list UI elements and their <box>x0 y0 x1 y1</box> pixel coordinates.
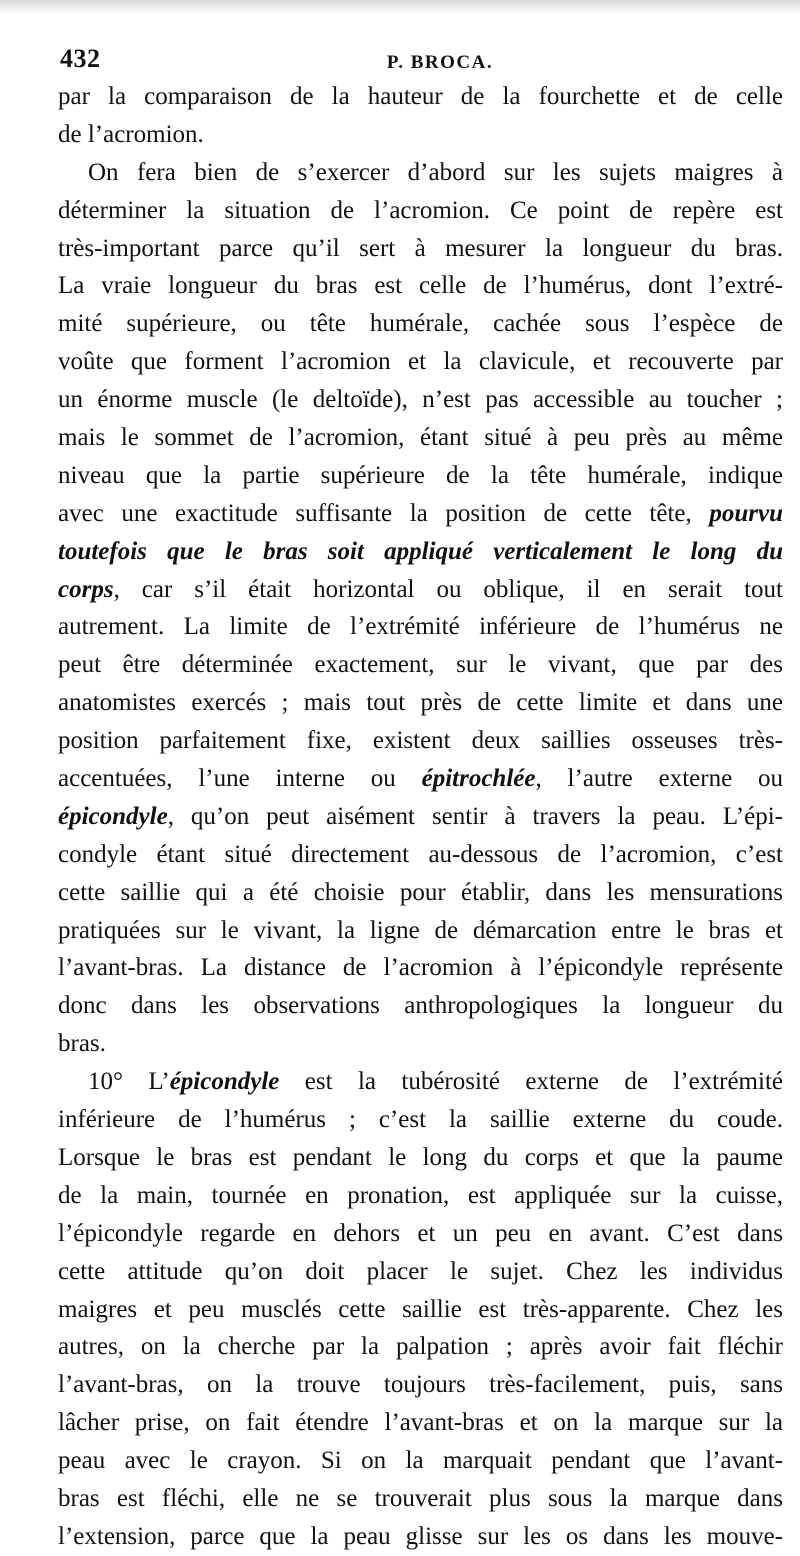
text-line <box>58 949 783 987</box>
text-line <box>58 305 783 343</box>
text-run: l’extension, parce que la peau glisse sur les os dans les mouve- <box>58 1522 783 1550</box>
running-head: P. BROCA. <box>386 52 494 73</box>
text-line <box>58 684 783 722</box>
text-run: avec une exactitude suffisante la position de cette tête, <box>58 499 710 527</box>
text-run: un énorme muscle (le deltoïde), n’est pas accessible au toucher ; <box>58 386 783 414</box>
text-run: lâcher prise, on fait étendre l’avant-bras et on la marque sur la <box>58 1409 783 1437</box>
text-run: peut être déterminée exactement, sur le vivant, que par des <box>58 651 783 679</box>
text-line <box>58 1101 783 1139</box>
text-line <box>58 381 783 419</box>
text-run: pratiquées sur le vivant, la ligne de démarcation entre le bras et <box>58 916 783 944</box>
text-run: mais le sommet de l’acromion, étant situé à peu près au même <box>58 424 783 452</box>
text-line <box>58 116 783 154</box>
text-line <box>58 798 783 836</box>
text-line <box>58 836 783 874</box>
text-run: déterminer la situation de l’acromion. Ce point de repère est <box>58 196 783 224</box>
text-line <box>58 533 783 571</box>
text-line <box>58 419 783 457</box>
text-line <box>58 154 783 192</box>
text-run: est la tubérosité externe de l’extrémité <box>279 1068 783 1096</box>
text-run: inférieure de l’humérus ; c’est la saillie externe du coude. <box>58 1106 783 1134</box>
text-run: cette attitude qu’on doit placer le sujet. Chez les individus <box>58 1257 783 1285</box>
text-line <box>58 1480 783 1518</box>
text-line <box>58 1291 783 1329</box>
page-top-edge <box>0 0 800 14</box>
italic-phrase: épicondyle <box>58 802 168 830</box>
text-run: par la comparaison de la hauteur de la fourchette et de celle <box>58 83 783 110</box>
body-text <box>58 78 783 1556</box>
text-run: autrement. La limite de l’extrémité inférieure de l’humérus ne <box>58 613 783 641</box>
text-line <box>58 1139 783 1177</box>
text-line <box>58 495 783 533</box>
page-number: 432 <box>60 44 101 73</box>
text-run: l’avant-bras. La distance de l’acromion à l’épicondyle représente <box>58 954 783 982</box>
text-line <box>58 1442 783 1480</box>
italic-phrase: épitrochlée <box>421 765 536 793</box>
italic-phrase: toutefois que le bras soit appliqué verticalement le long du <box>58 537 783 565</box>
text-run: donc dans les observations anthropologiques la longueur du <box>58 992 783 1020</box>
text-run: peau avec le crayon. Si on la marquait pendant que l’avant- <box>58 1447 783 1475</box>
text-run: bras est fléchi, elle ne se trouverait plus sous la marque dans <box>58 1484 783 1512</box>
text-line <box>58 1215 783 1253</box>
text-line <box>58 608 783 646</box>
text-line <box>58 1328 783 1366</box>
italic-phrase: épicondyle <box>169 1068 280 1096</box>
text-line <box>58 1404 783 1442</box>
text-line <box>58 192 783 230</box>
text-line <box>58 1063 783 1101</box>
text-run: très-important parce qu’il sert à mesurer la longueur du bras. <box>58 234 783 262</box>
text-line <box>58 343 783 381</box>
text-run: , car s’il était horizontal ou oblique, il en serait tout <box>113 575 783 603</box>
text-run: de l’acromion. <box>58 120 204 148</box>
text-line <box>58 230 783 268</box>
text-run: de la main, tournée en pronation, est appliquée sur la cuisse, <box>58 1181 783 1209</box>
text-run: anatomistes exercés ; mais tout près de cette limite et dans une <box>58 689 783 717</box>
text-line <box>58 987 783 1025</box>
text-line <box>58 267 783 305</box>
text-run: l’avant-bras, on la trouve toujours très-facilement, puis, sans <box>58 1371 783 1399</box>
text-run: On fera bien de s’exercer d’abord sur les sujets maigres à <box>88 158 783 186</box>
text-run: cette saillie qui a été choisie pour établir, dans les mensurations <box>58 878 783 906</box>
text-line <box>58 722 783 760</box>
text-run: maigres et peu musclés cette saillie est très-apparente. Chez les <box>58 1295 783 1323</box>
text-run: autres, on la cherche par la palpation ; après avoir fait fléchir <box>58 1333 783 1361</box>
italic-phrase: pourvu <box>709 499 783 527</box>
text-run: position parfaitement fixe, existent deux saillies osseuses très- <box>58 727 783 755</box>
text-run: Lorsque le bras est pendant le long du corps et que la paume <box>58 1143 783 1171</box>
text-run: condyle étant situé directement au-dessous de l’acromion, c’est <box>58 840 783 868</box>
text-line <box>58 646 783 684</box>
text-line <box>58 1177 783 1215</box>
text-line <box>58 1518 783 1556</box>
text-line <box>58 78 783 116</box>
text-run: , l’autre externe ou <box>535 765 784 793</box>
text-line <box>58 457 783 495</box>
text-line <box>58 912 783 950</box>
text-run: bras. <box>58 1030 106 1058</box>
text-line <box>58 1253 783 1291</box>
text-line <box>58 571 783 609</box>
text-run: 10° L’ <box>88 1068 170 1096</box>
text-line <box>58 760 783 798</box>
text-run: voûte que forment l’acromion et la clavicule, et recouverte par <box>58 348 783 376</box>
italic-phrase: corps <box>58 575 114 603</box>
text-line <box>58 1366 783 1404</box>
text-run: , qu’on peut aisément sentir à travers la peau. L’épi- <box>167 802 783 830</box>
text-line <box>58 1025 783 1063</box>
text-run: mité supérieure, ou tête humérale, cachée sous l’espèce de <box>58 310 783 338</box>
text-run: l’épicondyle regarde en dehors et un peu en avant. C’est dans <box>58 1219 783 1247</box>
text-run: La vraie longueur du bras est celle de l’humérus, dont l’extré- <box>58 272 783 300</box>
page-header <box>60 44 780 78</box>
text-run: accentuées, l’une interne ou <box>58 765 422 793</box>
text-line <box>58 874 783 912</box>
text-run: niveau que la partie supérieure de la tête humérale, indique <box>58 461 783 489</box>
